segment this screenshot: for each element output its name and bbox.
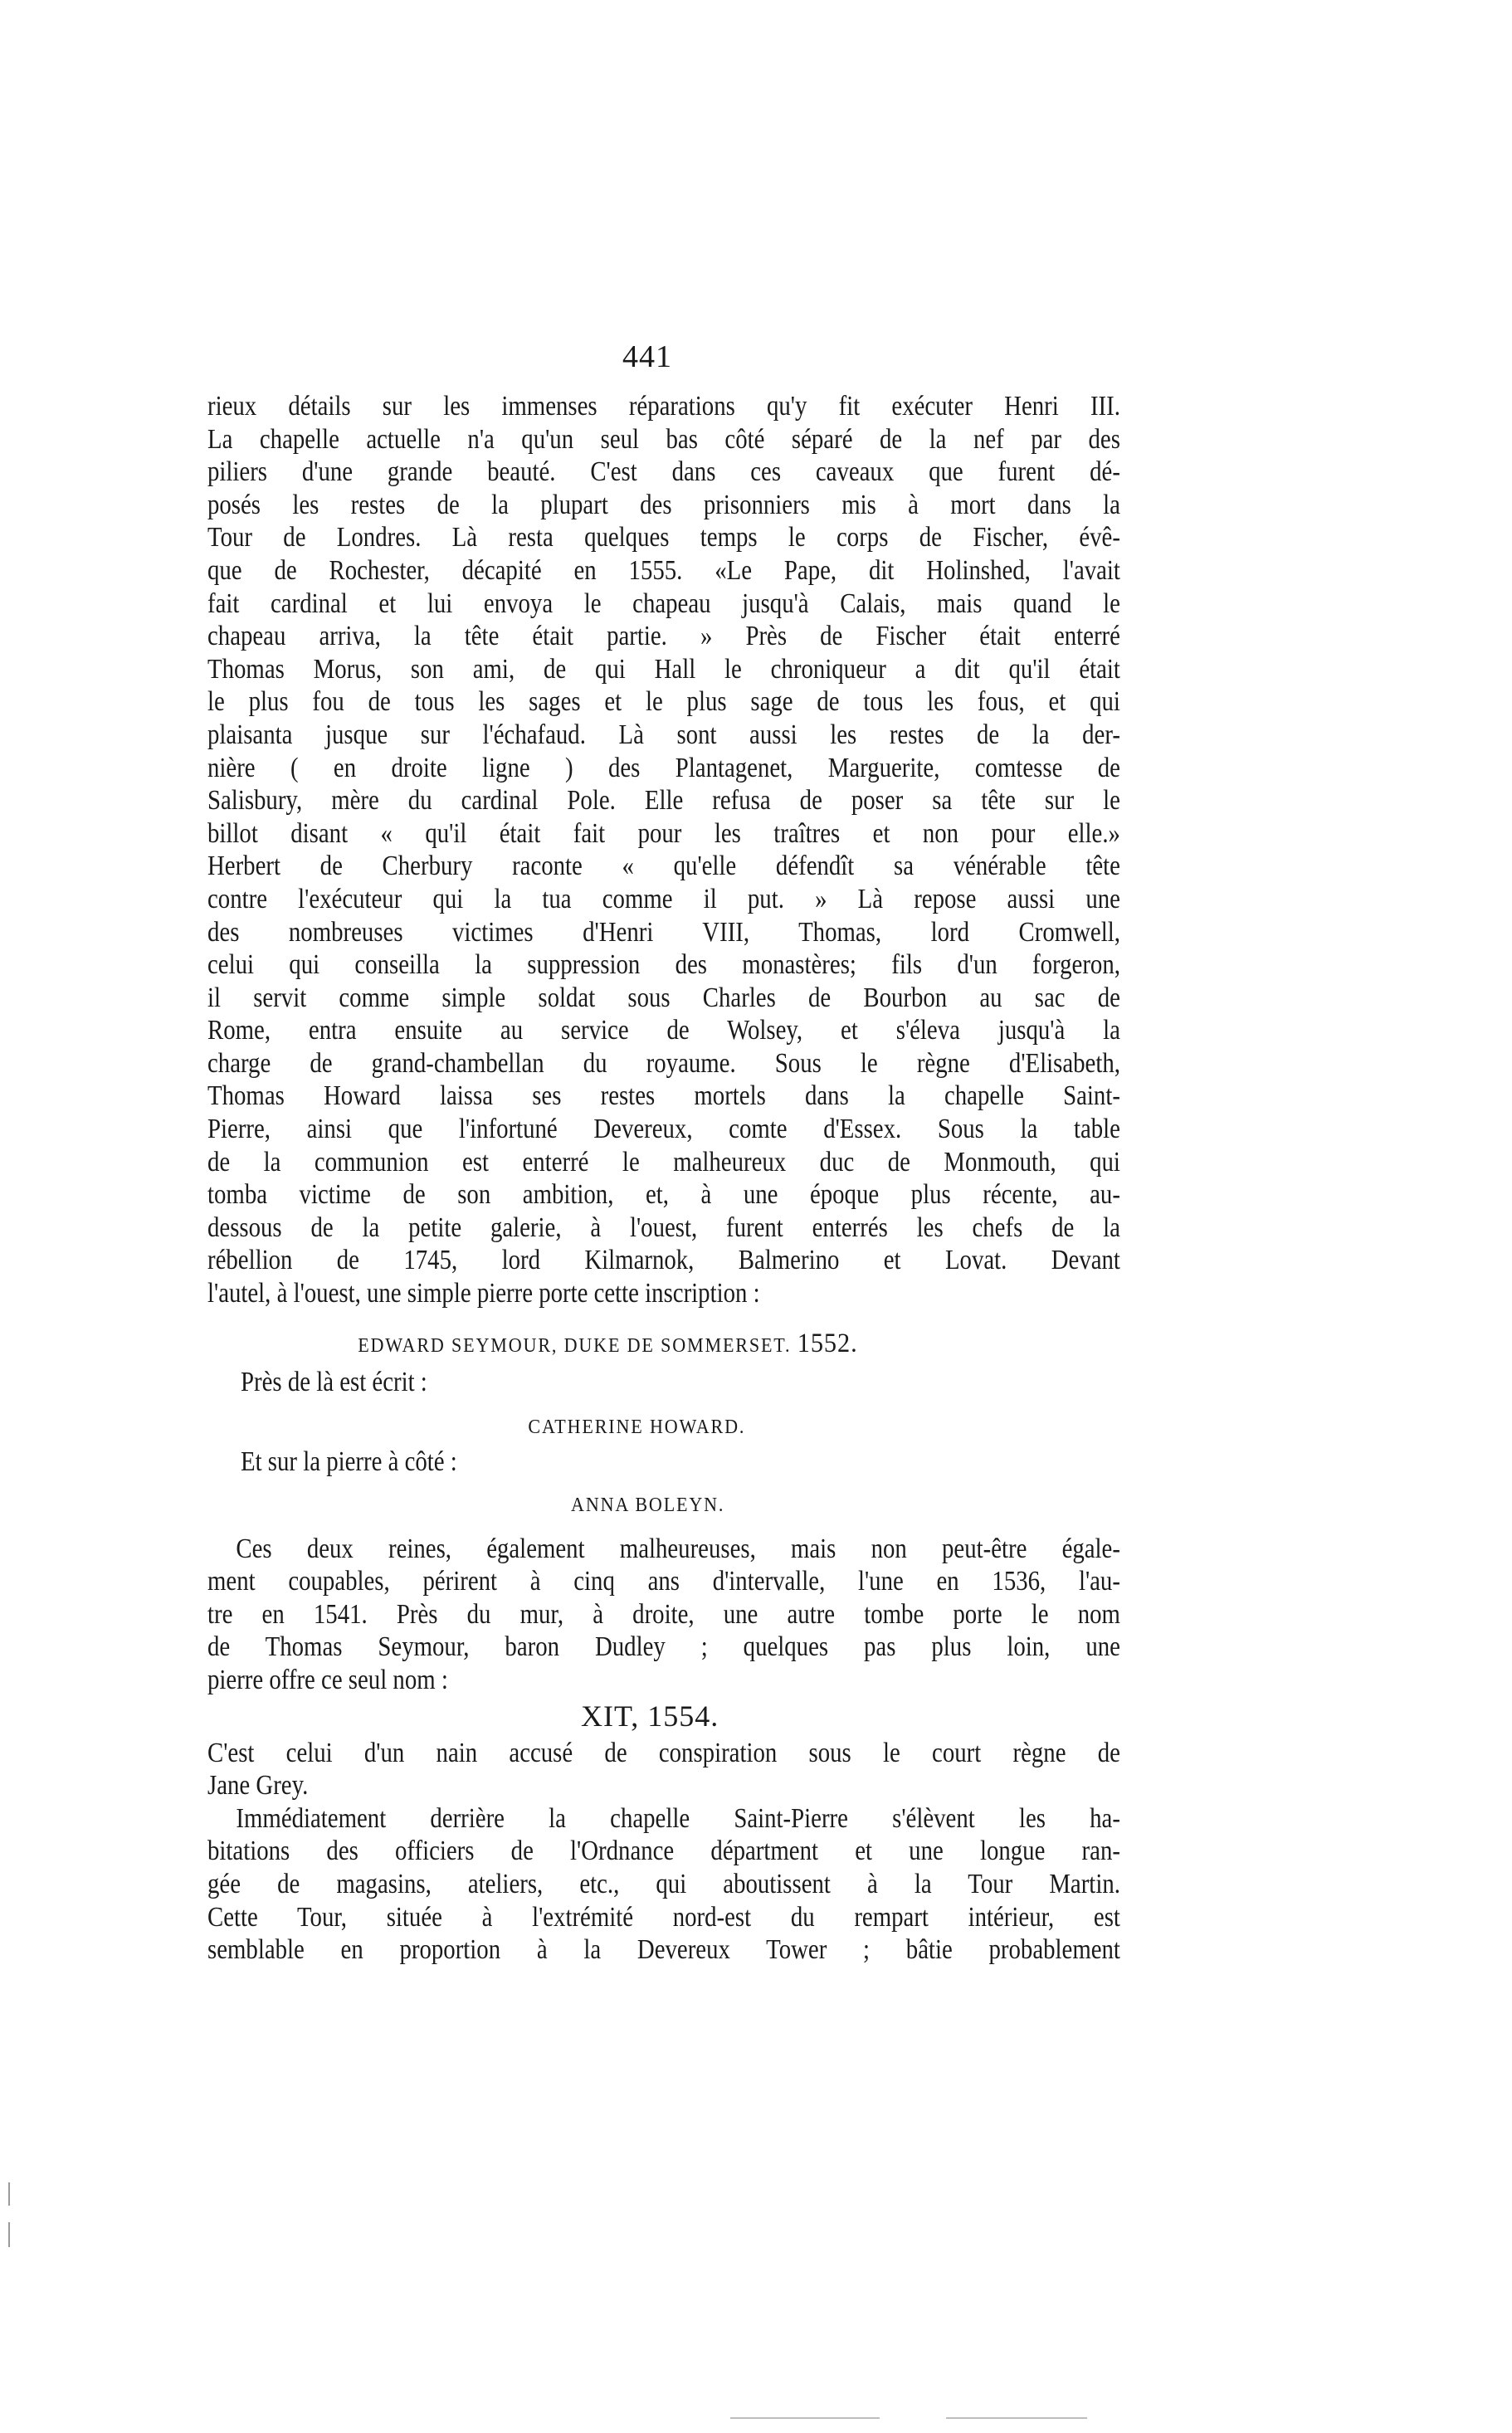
paragraph-1 bbox=[207, 390, 1120, 1310]
text-line: chapeau arriva, la tête était partie. » Près de Fischer était enterré bbox=[207, 621, 1120, 652]
body-text bbox=[207, 390, 1120, 1967]
inscription-catherine-howard bbox=[207, 1403, 1120, 1446]
label-text: Et sur la pierre à côté : bbox=[241, 1446, 457, 1477]
text-line: Thomas Morus, son ami, de qui Hall le chroniqueur a dit qu'il était bbox=[207, 653, 1120, 685]
text-line: l'autel, à l'ouest, une simple pierre porte cette inscription : bbox=[207, 1278, 760, 1309]
scan-margin-mark bbox=[8, 2182, 10, 2206]
scan-edge-mark bbox=[946, 2417, 1087, 2419]
text-line: Herbert de Cherbury raconte « qu'elle défendît sa vénérable tête bbox=[207, 851, 1120, 882]
text-line: gée de magasins, ateliers, etc., qui aboutissent à la Tour Martin. bbox=[207, 1868, 1120, 1899]
inscription-year: 1552. bbox=[797, 1328, 858, 1358]
label-text: Près de là est écrit : bbox=[241, 1366, 427, 1397]
inscription-anna-boleyn bbox=[207, 1483, 1120, 1533]
text-line: ment coupables, périrent à cinq ans d'intervalle, l'une en 1536, l'au- bbox=[207, 1566, 1120, 1597]
text-line: rieux détails sur les immenses réparations qu'y fit exécuter Henri III. bbox=[207, 391, 1120, 422]
text-line: bitations des officiers de l'Ordnance départment et une longue ran- bbox=[207, 1836, 1120, 1867]
inscription-xit bbox=[207, 1697, 1120, 1737]
paragraph-3 bbox=[207, 1737, 1120, 1802]
text-line: La chapelle actuelle n'a qu'un seul bas côté séparé de la nef par des bbox=[207, 423, 1120, 455]
text-line: tre en 1541. Près du mur, à droite, une autre tombe porte le nom bbox=[207, 1598, 1120, 1630]
text-line: tomba victime de son ambition, et, à une époque plus récente, au- bbox=[207, 1179, 1120, 1211]
text-line: Rome, entra ensuite au service de Wolsey, et s'éleva jusqu'à la bbox=[207, 1015, 1120, 1046]
text-line: contre l'exécuteur qui la tua comme il put. » Là repose aussi une bbox=[207, 883, 1120, 914]
text-line: Pierre, ainsi que l'infortuné Devereux, comte d'Essex. Sous la table bbox=[207, 1114, 1120, 1145]
text-line: celui qui conseilla la suppression des monastères; fils d'un forgeron, bbox=[207, 949, 1120, 981]
inscription-text: XIT, 1554. bbox=[581, 1699, 719, 1733]
text-line: il servit comme simple soldat sous Charles de Bourbon au sac de bbox=[207, 982, 1120, 1013]
text-line: posés les restes de la plupart des prisonniers mis à mort dans la bbox=[207, 489, 1120, 520]
inscription-text: CATHERINE HOWARD. bbox=[528, 1416, 746, 1438]
text-line: Thomas Howard laissa ses restes mortels dans la chapelle Saint- bbox=[207, 1080, 1120, 1112]
inscription-text: EDWARD SEYMOUR, DUKE DE SOMMERSET. bbox=[358, 1334, 792, 1357]
text-line: billot disant « qu'il était fait pour les traîtres et non pour elle.» bbox=[207, 817, 1120, 849]
text-line: Jane Grey. bbox=[207, 1770, 309, 1802]
text-line: dessous de la petite galerie, à l'ouest, furent enterrés les chefs de la bbox=[207, 1212, 1120, 1243]
text-line: pierre offre ce seul nom : bbox=[207, 1665, 448, 1695]
text-line: Ces deux reines, également malheureuses, mais non peut-être égale- bbox=[236, 1533, 1120, 1564]
text-line: semblable en proportion à la Devereux Tower ; bâtie probablement bbox=[207, 1934, 1120, 1966]
paragraph-2 bbox=[207, 1533, 1120, 1697]
text-line: Cette Tour, située à l'extrémité nord-est du rempart intérieur, est bbox=[207, 1901, 1120, 1933]
text-line: que de Rochester, décapité en 1555. «Le Pape, dit Holinshed, l'avait bbox=[207, 554, 1120, 586]
text-line: de Thomas Seymour, baron Dudley ; quelques pas plus loin, une bbox=[207, 1631, 1120, 1663]
inscription-text: ANNA BOLEYN. bbox=[571, 1494, 725, 1516]
text-line: plaisanta jusque sur l'échafaud. Là sont aussi les restes de la der- bbox=[207, 719, 1120, 750]
paragraph-4 bbox=[207, 1802, 1120, 1967]
text-line: fait cardinal et lui envoya le chapeau jusqu'à Calais, mais quand le bbox=[207, 588, 1120, 619]
text-line: piliers d'une grande beauté. C'est dans ces caveaux que furent dé- bbox=[207, 456, 1120, 488]
text-line: Salisbury, mère du cardinal Pole. Elle refusa de poser sa tête sur le bbox=[207, 785, 1120, 817]
text-line: Immédiatement derrière la chapelle Saint-Pierre s'élèvent les ha- bbox=[236, 1802, 1120, 1834]
text-line: rébellion de 1745, lord Kilmarnok, Balmerino et Lovat. Devant bbox=[207, 1245, 1120, 1276]
label-et-sur-la-pierre bbox=[207, 1446, 1120, 1483]
text-line: le plus fou de tous les sages et le plus sage de tous les fous, et qui bbox=[207, 686, 1120, 718]
text-line: charge de grand-chambellan du royaume. Sous le règne d'Elisabeth, bbox=[207, 1047, 1120, 1079]
inscription-edward-seymour bbox=[207, 1310, 1120, 1367]
text-line: Tour de Londres. Là resta quelques temps le corps de Fischer, évê- bbox=[207, 522, 1120, 553]
scan-margin-mark bbox=[8, 2222, 10, 2247]
text-line: nière ( en droite ligne ) des Plantagenet, Marguerite, comtesse de bbox=[207, 752, 1120, 783]
text-line: de la communion est enterré le malheureux duc de Monmouth, qui bbox=[207, 1146, 1120, 1177]
scan-edge-mark bbox=[730, 2417, 880, 2419]
page-number: 441 bbox=[622, 339, 672, 374]
text-line: des nombreuses victimes d'Henri VIII, Thomas, lord Cromwell, bbox=[207, 916, 1120, 948]
text-line: C'est celui d'un nain accusé de conspiration sous le court règne de bbox=[207, 1737, 1120, 1768]
label-pres-de-la bbox=[207, 1367, 1120, 1403]
